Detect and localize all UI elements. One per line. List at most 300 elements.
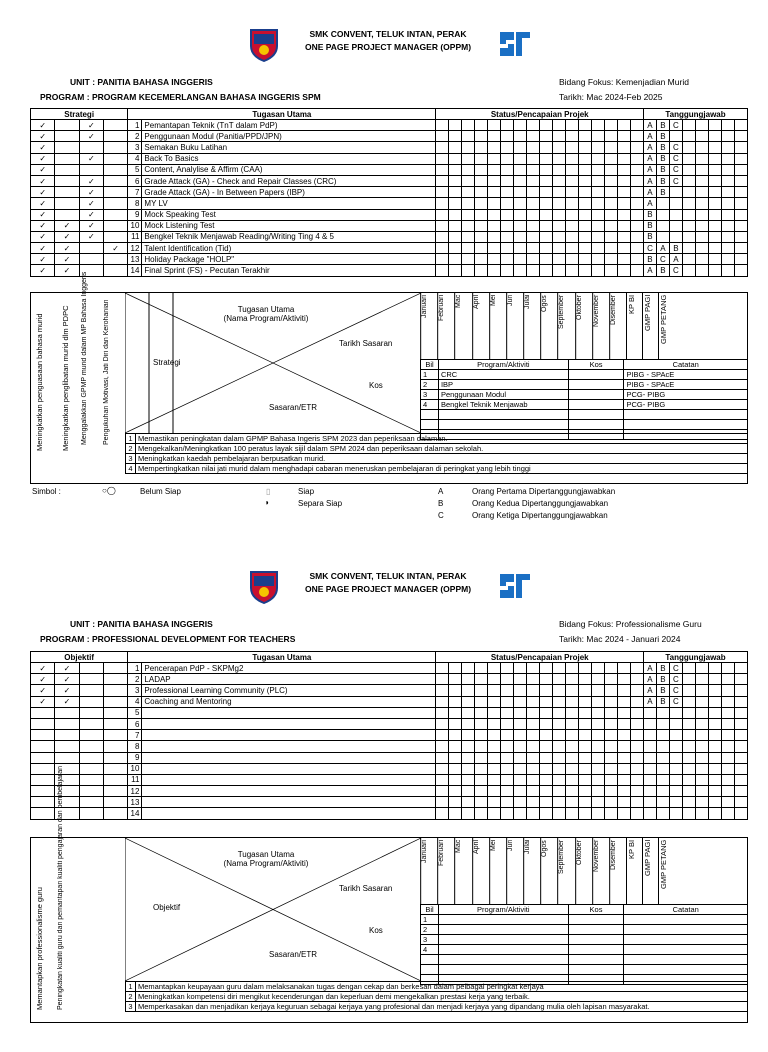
row-number: 9 <box>128 209 142 220</box>
status-cell <box>553 663 566 674</box>
status-cell <box>527 187 540 198</box>
status-cell <box>475 786 488 797</box>
strategy-check: ✓ <box>79 153 103 164</box>
resp-cell <box>721 131 734 142</box>
table-row <box>31 120 748 131</box>
resp-cell <box>708 674 721 685</box>
cost-cell <box>438 410 568 420</box>
status-cell <box>592 741 605 752</box>
status-cell <box>462 120 475 131</box>
table-row <box>31 254 748 265</box>
task-name: Back To Basics <box>142 153 436 164</box>
resp-cell <box>708 231 721 242</box>
goal-text: Memperkasakan dan menjadikan kerjaya keguruan sebagai kerjaya yang profesional dan menjadi kerjaya yang dipandang mulia oleh lapisan masyarakat. <box>136 1002 748 1012</box>
resp-cell: A <box>643 674 656 685</box>
status-cell <box>488 254 501 265</box>
status-cell <box>462 774 475 785</box>
status-cell <box>449 718 462 729</box>
diagram-etr: Sasaran/ETR <box>269 403 318 412</box>
status-cell <box>605 774 618 785</box>
status-cell <box>462 752 475 763</box>
status-cell <box>579 752 592 763</box>
status-cell <box>566 243 579 254</box>
goal-text: Meningkatkan kompetensi diri mengikut kecenderungan dan keperluan demi mengekalkan prestasi kerja yang terbaik. <box>136 992 748 1002</box>
status-cell <box>527 797 540 808</box>
status-cell <box>488 718 501 729</box>
status-cell <box>566 741 579 752</box>
resp-cell: B <box>656 153 669 164</box>
status-cell <box>462 808 475 819</box>
status-cell <box>488 187 501 198</box>
table-row <box>31 187 748 198</box>
resp-cell <box>695 774 708 785</box>
status-cell <box>605 718 618 729</box>
resp-cell <box>695 730 708 741</box>
table-row <box>31 763 748 774</box>
resp-cell <box>682 131 695 142</box>
status-cell <box>631 696 644 707</box>
cost-row <box>421 400 748 410</box>
status-cell <box>462 663 475 674</box>
status-cell <box>449 243 462 254</box>
status-cell <box>514 797 527 808</box>
status-cell <box>462 674 475 685</box>
resp-cell: B <box>643 209 656 220</box>
status-cell <box>618 808 631 819</box>
resp-cell <box>656 718 669 729</box>
strategy-check: ✓ <box>55 674 79 685</box>
status-cell <box>579 707 592 718</box>
status-cell <box>514 730 527 741</box>
status-cell <box>514 164 527 175</box>
status-cell <box>592 752 605 763</box>
status-cell <box>566 663 579 674</box>
strategy-check <box>103 797 127 808</box>
status-cell <box>462 187 475 198</box>
status-cell <box>475 696 488 707</box>
status-cell <box>592 797 605 808</box>
symbol-label: Simbol : <box>32 487 61 496</box>
status-cell <box>527 120 540 131</box>
status-cell <box>605 685 618 696</box>
unit-line <box>70 619 213 629</box>
status-cell <box>540 674 553 685</box>
status-cell <box>553 786 566 797</box>
row-number: 4 <box>128 153 142 164</box>
status-cell <box>527 142 540 153</box>
resp-cell: C <box>643 243 656 254</box>
resp-cell <box>708 198 721 209</box>
resp-cell <box>734 175 747 186</box>
status-cell <box>605 707 618 718</box>
resp-cell <box>708 797 721 808</box>
table-row <box>31 685 748 696</box>
strategy-check <box>31 774 55 785</box>
status-cell <box>605 730 618 741</box>
status-cell <box>540 120 553 131</box>
month-label: Ogos <box>540 838 557 904</box>
status-cell <box>501 763 514 774</box>
resp-cell <box>695 198 708 209</box>
status-cell <box>436 774 449 785</box>
strategy-check <box>79 741 103 752</box>
strategy-check <box>31 752 55 763</box>
resp-cell <box>656 752 669 763</box>
status-cell <box>566 774 579 785</box>
status-cell <box>605 220 618 231</box>
status-cell <box>540 685 553 696</box>
status-cell <box>436 120 449 131</box>
month-label: Mei <box>489 293 506 359</box>
resp-cell <box>708 730 721 741</box>
strategy-check: ✓ <box>55 243 79 254</box>
resp-cell <box>695 265 708 276</box>
strategy-check <box>31 707 55 718</box>
resp-cell <box>682 763 695 774</box>
status-cell <box>527 231 540 242</box>
strategy-check: ✓ <box>79 120 103 131</box>
strategy-check <box>79 730 103 741</box>
status-cell <box>436 718 449 729</box>
status-cell <box>540 786 553 797</box>
month-label: Ogos <box>540 293 557 359</box>
resp-cell <box>734 265 747 276</box>
status-cell <box>475 220 488 231</box>
status-cell <box>462 786 475 797</box>
strategy-check: ✓ <box>31 674 55 685</box>
goal-row <box>126 1002 748 1012</box>
strategy-check <box>103 718 127 729</box>
month-label: Disember <box>609 838 626 904</box>
status-cell <box>540 209 553 220</box>
status-cell <box>592 131 605 142</box>
resp-cell: B <box>656 685 669 696</box>
cost-cell: 2 <box>421 380 439 390</box>
status-cell <box>436 198 449 209</box>
status-cell <box>592 707 605 718</box>
status-cell <box>488 685 501 696</box>
status-cell <box>449 707 462 718</box>
cost-row <box>421 390 748 400</box>
cost-cell <box>568 410 624 420</box>
resp-cell <box>669 707 682 718</box>
status-cell <box>579 696 592 707</box>
status-cell <box>462 797 475 808</box>
strategy-check: ✓ <box>79 131 103 142</box>
strategy-check <box>103 808 127 819</box>
resp-cell <box>708 120 721 131</box>
diagram-target: Tarikh Sasaran <box>339 884 393 893</box>
resp-cell <box>708 786 721 797</box>
status-cell <box>579 265 592 276</box>
resp-cell <box>682 663 695 674</box>
status-cell <box>618 231 631 242</box>
status-cell <box>540 741 553 752</box>
status-cell <box>475 265 488 276</box>
diagram-etr: Sasaran/ETR <box>269 950 318 959</box>
resp-cell <box>669 774 682 785</box>
cost-cell <box>624 925 748 935</box>
status-cell <box>501 786 514 797</box>
status-cell <box>501 674 514 685</box>
goal-row <box>126 982 748 992</box>
status-header: Status/Pencapaian Projek <box>436 652 644 663</box>
cost-cell <box>438 915 568 925</box>
cost-cell: Penggunaan Modul <box>438 390 568 400</box>
row-number: 7 <box>128 730 142 741</box>
status-cell <box>514 198 527 209</box>
status-cell <box>605 808 618 819</box>
status-cell <box>566 265 579 276</box>
strategy-check <box>55 198 79 209</box>
status-cell <box>553 730 566 741</box>
status-cell <box>514 674 527 685</box>
diag-task: Tugasan Utama <box>237 850 295 859</box>
unit-label: UNIT : <box>70 77 96 87</box>
row-number: 1 <box>128 120 142 131</box>
goals-table <box>125 433 748 474</box>
resp-cell <box>734 718 747 729</box>
task-name: Talent Identification (Tid) <box>142 243 436 254</box>
status-cell <box>527 153 540 164</box>
status-cell <box>449 774 462 785</box>
resp-labels <box>626 838 748 904</box>
status-cell <box>475 730 488 741</box>
status-cell <box>475 674 488 685</box>
status-cell <box>540 774 553 785</box>
resp-cell <box>708 663 721 674</box>
status-cell <box>631 707 644 718</box>
table-row <box>31 718 748 729</box>
table-row <box>31 243 748 254</box>
status-cell <box>592 696 605 707</box>
status-cell <box>618 774 631 785</box>
status-cell <box>527 741 540 752</box>
status-cell <box>579 164 592 175</box>
status-cell <box>553 164 566 175</box>
status-cell <box>436 153 449 164</box>
resp-cell: C <box>669 663 682 674</box>
status-cell <box>592 164 605 175</box>
resp-cell <box>695 718 708 729</box>
resp-cell: A <box>643 175 656 186</box>
status-cell <box>579 142 592 153</box>
status-cell <box>553 707 566 718</box>
row-number: 2 <box>128 131 142 142</box>
status-cell <box>605 209 618 220</box>
resp-cell <box>721 164 734 175</box>
status-cell <box>631 142 644 153</box>
status-cell <box>501 663 514 674</box>
status-cell <box>618 265 631 276</box>
status-cell <box>475 198 488 209</box>
status-cell <box>566 187 579 198</box>
resp-cell <box>669 808 682 819</box>
task-name: Professional Learning Community (PLC) <box>142 685 436 696</box>
row-number: 8 <box>128 198 142 209</box>
status-cell <box>449 209 462 220</box>
strategy-check <box>55 131 79 142</box>
status-cell <box>631 243 644 254</box>
legend-c: C <box>438 511 444 520</box>
status-cell <box>540 707 553 718</box>
status-cell <box>553 209 566 220</box>
status-cell <box>566 808 579 819</box>
status-cell <box>501 209 514 220</box>
resp-cell <box>682 752 695 763</box>
status-cell <box>540 730 553 741</box>
resp-cell <box>734 707 747 718</box>
resp-cell: C <box>669 120 682 131</box>
strategy-check <box>103 198 127 209</box>
status-cell <box>579 175 592 186</box>
strategy-check: ✓ <box>31 198 55 209</box>
status-cell <box>462 730 475 741</box>
cost-row <box>421 370 748 380</box>
status-cell <box>501 231 514 242</box>
status-cell <box>488 786 501 797</box>
strategy-check <box>103 786 127 797</box>
strategy-check: ✓ <box>55 696 79 707</box>
status-cell <box>449 663 462 674</box>
resp-cell: C <box>669 153 682 164</box>
status-cell <box>618 730 631 741</box>
status-cell <box>592 730 605 741</box>
status-cell <box>449 142 462 153</box>
objective-3: Menggalakkan GPMP murid dalam MP Bahasa Inggeris <box>81 271 88 445</box>
resp-cell: A <box>643 265 656 276</box>
status-cell <box>566 707 579 718</box>
status-cell <box>579 243 592 254</box>
resp-cell <box>669 718 682 729</box>
strategy-check <box>103 254 127 265</box>
task-name <box>142 808 436 819</box>
status-cell <box>514 175 527 186</box>
status-cell <box>449 752 462 763</box>
status-cell <box>540 243 553 254</box>
strategy-check <box>103 164 127 175</box>
strategy-check <box>79 696 103 707</box>
status-cell <box>514 120 527 131</box>
resp-cell <box>734 131 747 142</box>
status-cell <box>462 707 475 718</box>
strategy-check <box>103 265 127 276</box>
month-label: Jun <box>506 838 523 904</box>
status-cell <box>579 741 592 752</box>
status-cell <box>488 797 501 808</box>
resp-cell <box>721 243 734 254</box>
status-cell <box>579 187 592 198</box>
status-cell <box>449 808 462 819</box>
task-name: Final Sprint (FS) - Pecutan Terakhir <box>142 265 436 276</box>
resp-cell <box>695 254 708 265</box>
status-cell <box>475 685 488 696</box>
resp-cell <box>734 797 747 808</box>
status-cell <box>592 763 605 774</box>
resp-cell <box>695 674 708 685</box>
status-cell <box>618 175 631 186</box>
status-cell <box>553 153 566 164</box>
resp-cell: A <box>643 696 656 707</box>
cost-cell <box>568 370 624 380</box>
status-cell <box>514 718 527 729</box>
month-label: November <box>592 838 609 904</box>
resp-col-label: KP BI <box>626 293 642 359</box>
cost-cell <box>438 965 568 975</box>
resp-cell <box>682 243 695 254</box>
status-cell <box>527 243 540 254</box>
status-cell <box>488 198 501 209</box>
resp-cell <box>682 718 695 729</box>
kpm-logo-icon <box>494 568 534 604</box>
status-cell <box>436 220 449 231</box>
cost-cell <box>568 420 624 430</box>
row-number: 5 <box>128 707 142 718</box>
month-label: April <box>472 293 489 359</box>
resp-cell: B <box>656 175 669 186</box>
strategy-check <box>79 685 103 696</box>
status-cell <box>631 741 644 752</box>
strategy-check <box>103 231 127 242</box>
status-cell <box>462 198 475 209</box>
strategy-check <box>79 164 103 175</box>
resp-cell <box>682 198 695 209</box>
cost-cell <box>568 915 624 925</box>
status-cell <box>605 198 618 209</box>
table-row <box>31 131 748 142</box>
resp-cell: A <box>643 685 656 696</box>
program-value: PROGRAM KECEMERLANGAN BAHASA INGGERIS SPM <box>91 92 321 102</box>
strategy-check: ✓ <box>55 220 79 231</box>
row-number: 12 <box>128 786 142 797</box>
strategy-check: ✓ <box>79 175 103 186</box>
resp-cell <box>734 142 747 153</box>
status-cell <box>475 752 488 763</box>
status-cell <box>592 187 605 198</box>
resp-cell: B <box>656 265 669 276</box>
status-cell <box>527 674 540 685</box>
status-cell <box>449 231 462 242</box>
resp-cell <box>734 243 747 254</box>
unit-label: UNIT : <box>70 619 96 629</box>
resp-cell <box>721 707 734 718</box>
focus-area: Bidang Fokus: Professionalisme Guru <box>559 619 702 629</box>
goal-text: Memastikan peningkatan dalam GPMP Bahasa Ingeris SPM 2023 dan peperiksaan dalaman. <box>136 434 748 444</box>
status-cell <box>527 808 540 819</box>
status-cell <box>488 707 501 718</box>
status-cell <box>566 786 579 797</box>
resp-cell <box>682 786 695 797</box>
resp-cell <box>734 763 747 774</box>
status-cell <box>436 752 449 763</box>
status-cell <box>436 209 449 220</box>
status-cell <box>475 663 488 674</box>
status-cell <box>592 243 605 254</box>
month-label: November <box>592 293 609 359</box>
strategy-check <box>79 763 103 774</box>
cost-cell: PCG- PIBG <box>624 400 748 410</box>
resp-cell <box>721 696 734 707</box>
resp-cell <box>682 674 695 685</box>
goals-table <box>125 981 748 1012</box>
status-cell <box>605 752 618 763</box>
status-cell <box>514 741 527 752</box>
strategy-check <box>55 187 79 198</box>
cost-cell: 4 <box>421 945 439 955</box>
task-name: Content, Analylise & Affirm (CAA) <box>142 164 436 175</box>
status-cell <box>631 175 644 186</box>
status-cell <box>605 763 618 774</box>
